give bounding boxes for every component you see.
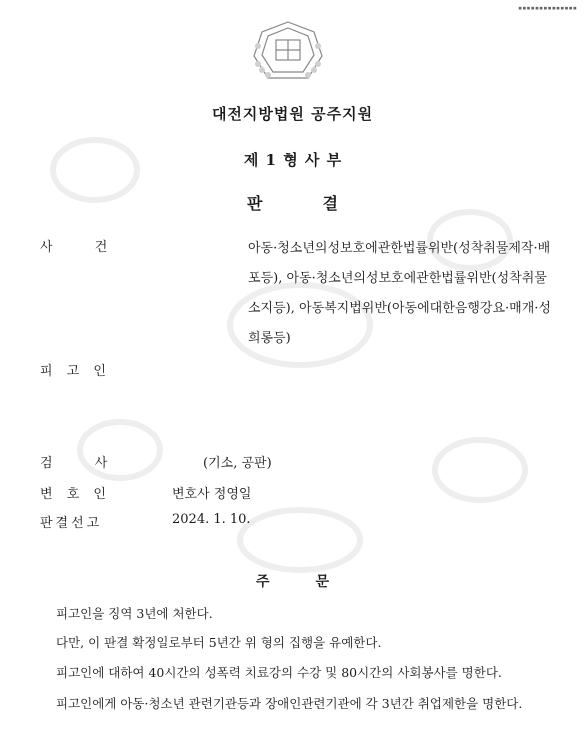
order-line: 피고인을 징역 3년에 처한다. xyxy=(56,606,213,621)
case-line: 소지등), 아동복지법위반(아동에대한음행강요·매개·성 xyxy=(248,301,551,316)
counsel-label: 변 호 인 xyxy=(40,487,106,502)
court-name: 대전지방법원 공주지원 xyxy=(211,105,374,123)
case-value xyxy=(248,234,551,354)
url-stamp: ▪▪▪▪▪▪▪▪▪▪▪▪▪▪ xyxy=(517,4,577,12)
case-line: 아동·청소년의성보호에관한법률위반(성착취물제작·배 xyxy=(248,241,551,256)
prosecutor-value: (기소, 공판) xyxy=(203,456,272,471)
defendant-label: 피 고 인 xyxy=(40,364,106,379)
division-name: 제 1 형 사 부 xyxy=(243,151,342,169)
order-line: 피고인에게 아동·청소년 관련기관등과 장애인관련기관에 각 3년간 취업제한을 명한다. xyxy=(56,696,523,711)
case-line: 희롱등) xyxy=(248,331,291,346)
order-line: 피고인에 대하여 40시간의 성폭력 치료강의 수강 및 80시간의 사회봉사를 명한다. xyxy=(56,665,502,680)
date-label: 판결선고 xyxy=(40,516,103,531)
document-title: 판결 xyxy=(247,194,398,213)
case-label: 사 건 xyxy=(40,240,108,255)
counsel-value: 변호사 정영일 xyxy=(172,487,252,502)
order-line: 다만, 이 판결 확정일로부터 5년간 위 형의 집행을 유예한다. xyxy=(56,635,382,650)
order-title: 주문 xyxy=(255,574,376,590)
case-line: 포등), 아동·청소년의성보호에관한법률위반(성착취물 xyxy=(248,271,547,286)
court-emblem-icon xyxy=(248,18,328,84)
prosecutor-label: 검 사 xyxy=(40,456,108,471)
date-value: 2024. 1. 10. xyxy=(172,512,251,527)
